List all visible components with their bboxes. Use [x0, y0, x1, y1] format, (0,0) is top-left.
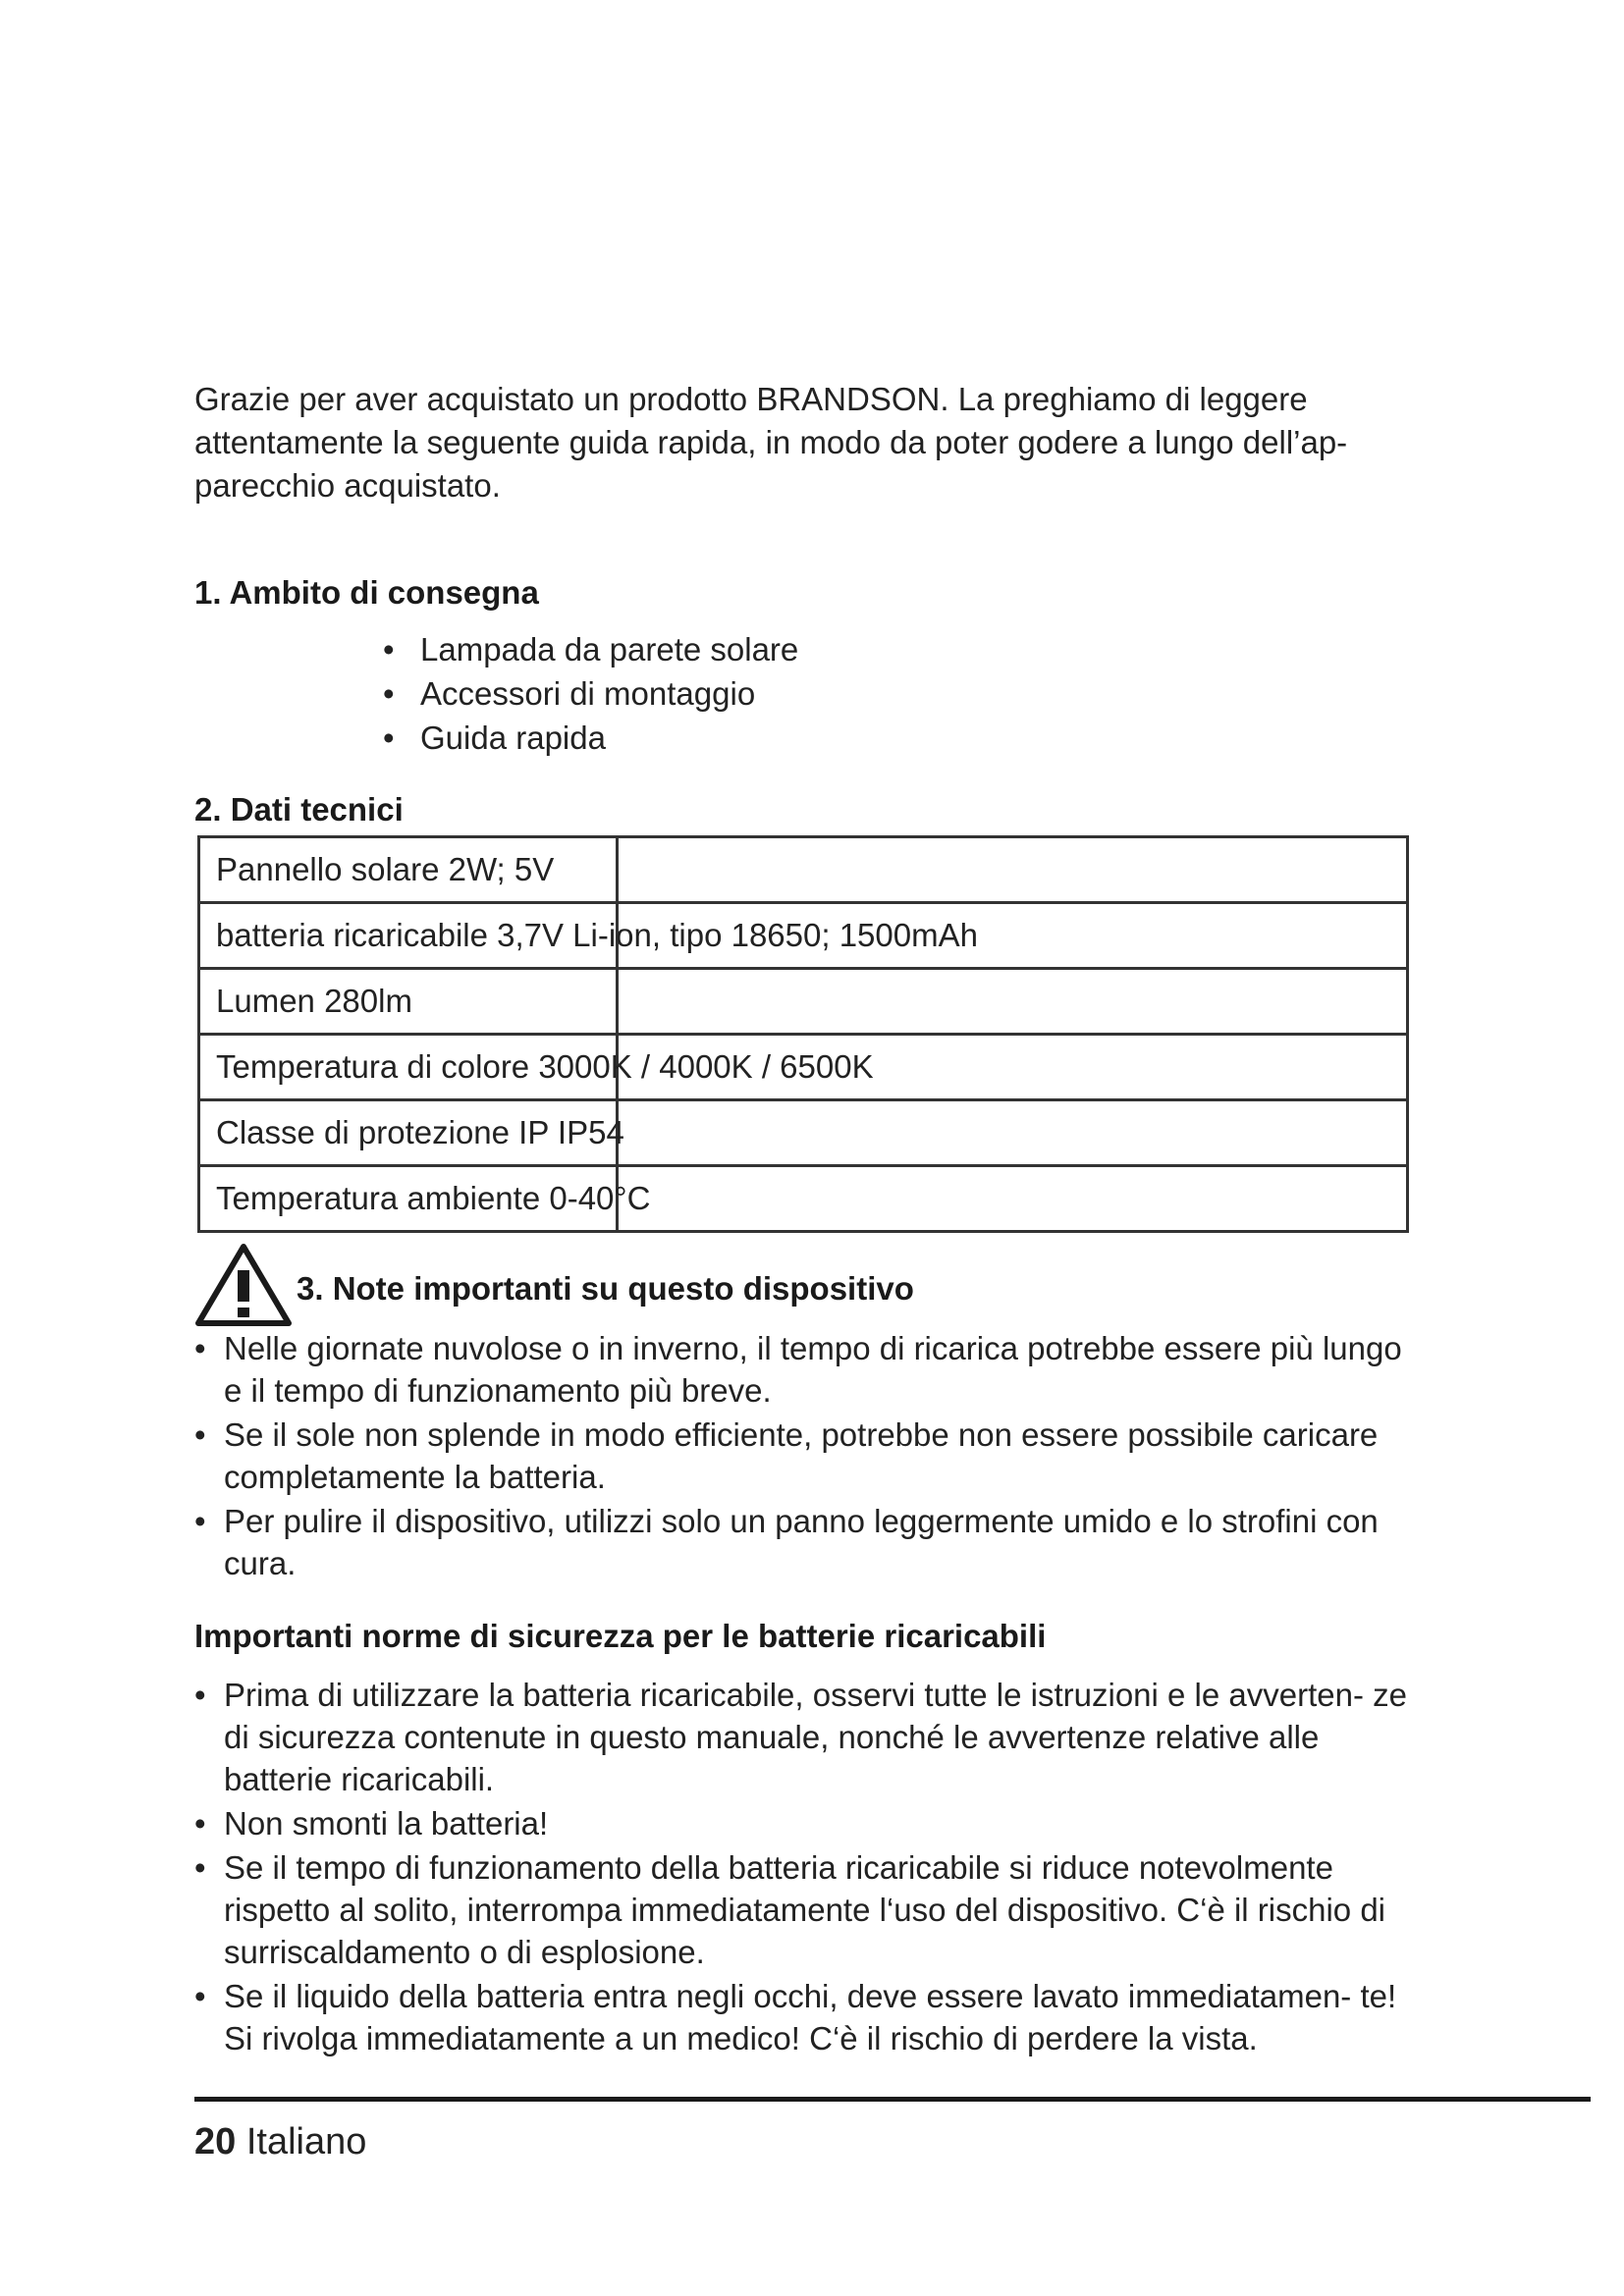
- page-footer: [194, 2118, 366, 2165]
- section-heading-technical-data: 2. Dati tecnici: [194, 791, 404, 828]
- section-heading-battery-safety: Importanti norme di sicurezza per le batterie ricaricabili: [194, 1618, 1047, 1654]
- list-item: • Nelle giornate nuvolose o in inverno, il tempo di ricarica potrebbe essere più lungo e il tempo di funzionamento più breve.: [194, 1327, 1412, 1412]
- table-row: [200, 1036, 1406, 1101]
- footer-language: Italiano: [245, 2121, 367, 2163]
- list-item: • Per pulire il dispositivo, utilizzi solo un panno leggermente umido e lo strofini con cura.: [194, 1500, 1412, 1584]
- list-item: • Guida rapida: [373, 717, 798, 760]
- spec-table: [197, 835, 1409, 1233]
- section-heading-delivery: 1. Ambito di consegna: [194, 574, 539, 611]
- list-item: • Se il tempo di funzionamento della batteria ricaricabile si riduce notevolmente rispetto al solito, interrompa immediatamente l‘uso del dispositivo. C‘è il rischio di surriscaldamento o di esplosione.: [194, 1846, 1412, 1973]
- list-item: • Se il sole non splende in modo efficiente, potrebbe non essere possibile caricare completamente la batteria.: [194, 1414, 1412, 1498]
- table-cell: Classe di protezione IP IP54: [216, 1114, 624, 1150]
- table-cell: Pannello solare 2W; 5V: [216, 851, 555, 887]
- warning-triangle-icon: [194, 1243, 293, 1327]
- list-item: • Non smonti la batteria!: [194, 1802, 1412, 1844]
- table-row: [200, 904, 1406, 970]
- delivery-list: [373, 628, 798, 761]
- table-cell: Temperatura ambiente 0-40°C: [216, 1180, 651, 1216]
- table-row: [200, 970, 1406, 1036]
- page-number: 20: [194, 2121, 237, 2163]
- footer-divider: [194, 2097, 1591, 2102]
- table-cell: Lumen 280lm: [216, 983, 412, 1019]
- table-row: [200, 1167, 1406, 1233]
- table-cell: batteria ricaricabile 3,7V Li-ion, tipo 18650; 1500mAh: [216, 917, 978, 953]
- table-row: [200, 838, 1406, 904]
- table-row: [200, 1101, 1406, 1167]
- list-item: • Se il liquido della batteria entra negli occhi, deve essere lavato immediatamen- te! Si rivolga immediatamente a un medico! C‘è il rischio di perdere la vista.: [194, 1975, 1412, 2059]
- list-item: • Lampada da parete solare: [373, 628, 798, 671]
- list-item: • Accessori di montaggio: [373, 672, 798, 716]
- intro-line: parecchio acquistato.: [194, 467, 501, 504]
- intro-paragraph: [194, 378, 1412, 507]
- intro-line: Grazie per aver acquistato un prodotto BRANDSON. La preghiamo di leggere: [194, 381, 1308, 417]
- safety-list: [194, 1674, 1412, 2061]
- intro-line: attentamente la seguente guida rapida, in modo da poter godere a lungo dell’ap-: [194, 424, 1348, 460]
- list-item: • Prima di utilizzare la batteria ricaricabile, osservi tutte le istruzioni e le avverten- ze di sicurezza contenute in questo manuale, nonché le avvertenze relative alle batterie ricaricabili.: [194, 1674, 1412, 1800]
- notes-list: [194, 1327, 1412, 1586]
- section-heading-important-notes: 3. Note importanti su questo dispositivo: [297, 1270, 914, 1307]
- table-cell: Temperatura di colore 3000K / 4000K / 6500K: [216, 1048, 874, 1085]
